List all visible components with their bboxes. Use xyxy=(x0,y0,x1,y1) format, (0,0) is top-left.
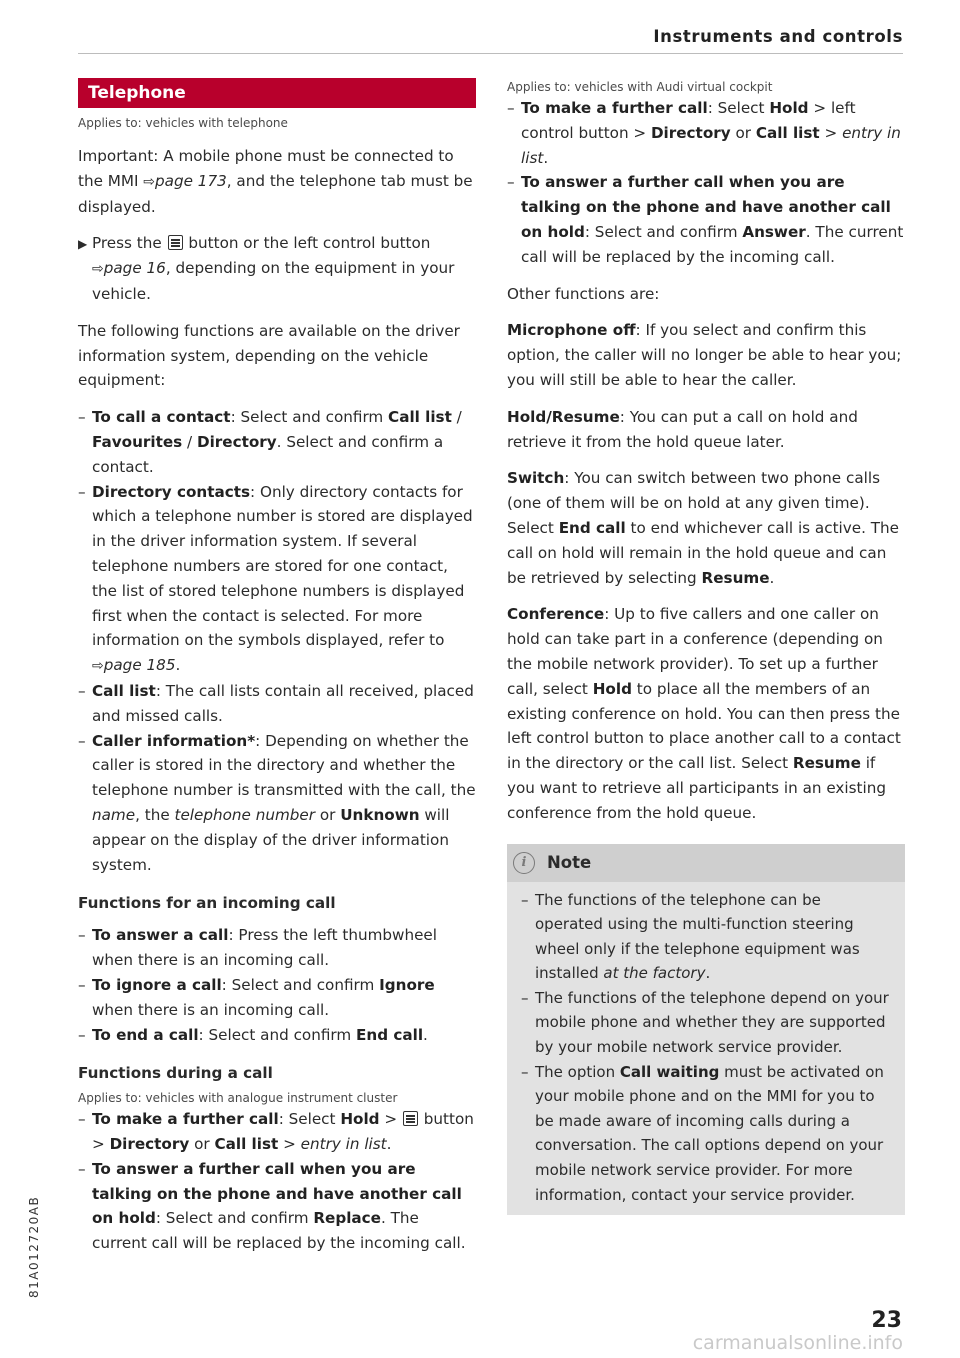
watermark: carmanualsonline.info xyxy=(692,1332,903,1354)
list-item: – To ignore a call: Select and confirm Ignore when there is an incoming call. xyxy=(78,975,435,1019)
list-item: – To end a call: Select and confirm End call. xyxy=(78,1025,428,1044)
list-item: – Directory contacts: Only directory contacts for which a telephone number is stored are displayed in the driver information system. If several telephone numbers are stored for one contact, the list of stored telephone numbers is displayed first when the contact is selected. For more information on the symbols displayed, refer to ⇨page 185. xyxy=(78,482,473,675)
during-heading: Functions during a call xyxy=(78,1064,273,1083)
right-arrow-icon: ⇨ xyxy=(92,261,104,278)
left-column xyxy=(78,78,476,1256)
document-code: 81A012720AB xyxy=(27,1195,41,1298)
list-item: – The option Call waiting must be activated on your mobile phone and on the MMI for you to be made aware of incoming calls during a conversation. The call options depend on your mobile network service provider. For more information, contact your service provider. xyxy=(521,1062,884,1204)
page-number: 23 xyxy=(871,1308,902,1333)
list-item: – To make a further call: Select Hold > left control button > Directory or Call list > entry in list. xyxy=(507,99,901,167)
applies-note: Applies to: vehicles with Audi virtual cockpit xyxy=(507,80,773,94)
functions-intro: The following functions are available on the driver information system, depending on the vehicle equipment: xyxy=(78,321,460,390)
instruction-step: ▶ Press the button or the left control button ⇨page 16, depending on the equipment in your vehicle. xyxy=(78,234,455,303)
list-item: – To answer a further call when you are talking on the phone and have another call on hold: Select and confirm Replace. The current call will be replaced by the incoming call. xyxy=(78,1159,466,1253)
applies-note: Applies to: vehicles with analogue instrument cluster xyxy=(78,1091,398,1106)
list-item: – The functions of the telephone can be operated using the multi-function steering wheel only if the telephone equipment was installed at the factory. xyxy=(521,890,860,983)
important-paragraph: Important: A mobile phone must be connected to the MMI ⇨page 173, and the telephone tab must be displayed. xyxy=(78,147,473,216)
list-item: – The functions of the telephone depend on your mobile phone and whether they are supported by your mobile network service provider. xyxy=(521,988,889,1057)
menu-button-icon xyxy=(168,235,183,250)
page-link[interactable]: page 173 xyxy=(155,171,227,190)
right-arrow-icon: ⇨ xyxy=(143,173,156,190)
triangle-bullet-icon: ▶ xyxy=(78,237,88,252)
conference-paragraph: Conference: Up to five callers and one caller on hold can take part in a conference (depending on the mobile network provider). To set up a further call, select Hold to place all the members of an existing conference on hold. You can then press the left control button to place another call to a contact in the directory or the call list. Select Resume if you want to retrieve all participants in an existing conference from the hold queue. xyxy=(507,605,901,822)
microphone-paragraph: Microphone off: If you select and confirm this option, the caller will no longer be able to hear you; you will still be able to hear the caller. xyxy=(507,321,902,389)
switch-paragraph: Switch: You can switch between two phone calls (one of them will be on hold at any given time). Select End call to end whichever call is active. The call on hold will remain in the hold queue and can be retrieved by selecting Resume. xyxy=(507,469,899,587)
during-list xyxy=(78,1107,476,1256)
list-item: – Call list: The call lists contain all received, placed and missed calls. xyxy=(78,681,474,725)
menu-button-icon xyxy=(403,1111,418,1126)
incoming-heading: Functions for an incoming call xyxy=(78,894,336,913)
functions-list xyxy=(78,405,476,877)
list-item: – Caller information*: Depending on whether the caller is stored in the directory and whether the telephone number is transmitted with the call, the name, the telephone number or Unknown will appear on the display of the driver information system. xyxy=(78,731,476,874)
list-item: – To make a further call: Select Hold > button > Directory or Call list > entry in list. xyxy=(78,1110,474,1154)
note-title: Note xyxy=(547,853,592,873)
other-functions: Other functions are: xyxy=(507,284,660,303)
right-arrow-icon: ⇨ xyxy=(92,658,104,675)
cockpit-list xyxy=(507,96,905,270)
note-header xyxy=(507,844,905,882)
section-title: Telephone xyxy=(78,78,476,108)
header-title: Instruments and controls xyxy=(653,27,903,46)
note-box xyxy=(507,844,905,1216)
page-link[interactable]: page 16 xyxy=(103,259,166,278)
applies-note: Applies to: vehicles with telephone xyxy=(78,116,288,130)
list-item: – To call a contact: Select and confirm Call list / Favourites / Directory. Select and confirm a contact. xyxy=(78,408,462,476)
note-body xyxy=(507,882,905,1208)
list-item: – To answer a call: Press the left thumbwheel when there is an incoming call. xyxy=(78,926,438,970)
hold-paragraph: Hold/Resume: You can put a call on hold and retrieve it from the hold queue later. xyxy=(507,407,858,451)
incoming-list xyxy=(78,923,476,1047)
header-rule xyxy=(78,53,903,54)
right-column xyxy=(507,78,905,1215)
info-icon: i xyxy=(513,852,535,874)
page-link[interactable]: page 185 xyxy=(103,656,176,675)
list-item: – To answer a further call when you are talking on the phone and have another call on hold: Select and confirm Answer. The current call will be replaced by the incoming call. xyxy=(507,173,904,266)
